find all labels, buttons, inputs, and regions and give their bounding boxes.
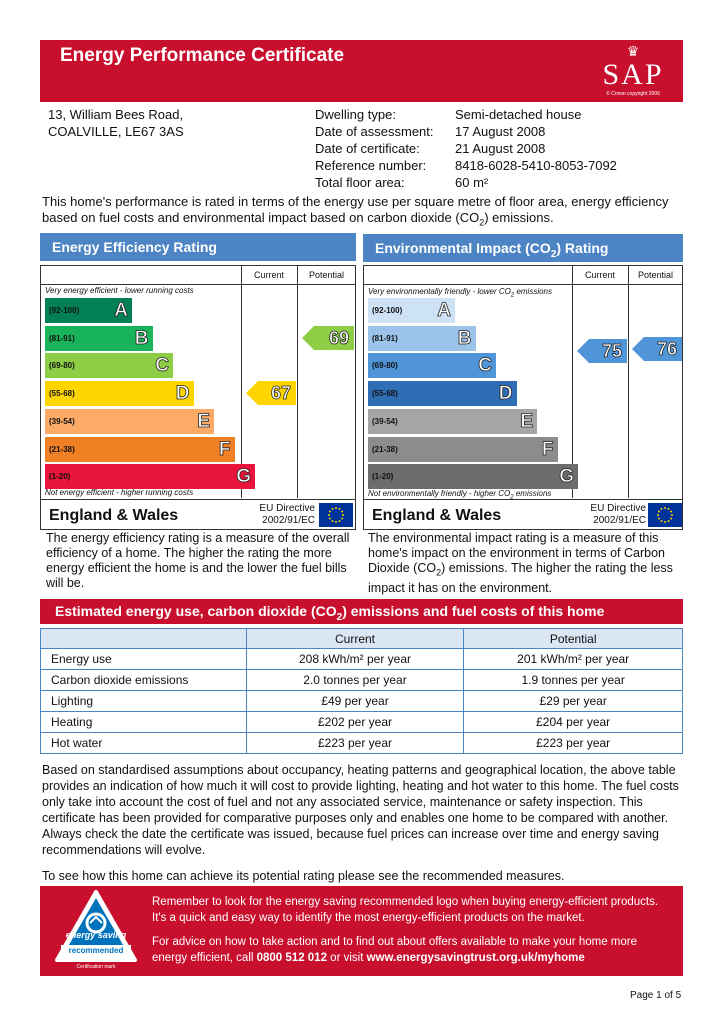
rating-band-e [45,409,214,434]
rating-band-c [368,353,496,378]
potential-value: £223 per year [464,733,683,754]
band-range: (21-38) [372,444,398,454]
band-letter: B [134,327,149,349]
advice-line-2: It's a quick and easy way to identify the most energy-efficient products on the market. [152,912,585,924]
certificate-header [40,40,683,102]
rating-band-d [368,381,517,406]
row-label: Heating [41,712,247,733]
region-label: England & Wales [49,507,179,524]
bottom-note-text: Not environmentally friendly - higher CO [368,489,511,498]
potential-value: 1.9 tonnes per year [464,670,683,691]
sap-logo-text: SAP [602,58,664,91]
row-label: Lighting [41,691,247,712]
rating-band-a [45,298,132,323]
bottom-note [368,489,551,501]
top-note-end: emissions [514,287,553,296]
detail-label: Reference number: [315,158,427,173]
logo-word-recommended: recommended [68,946,124,955]
est-title-end: ) emissions and fuel costs of this home [342,603,605,619]
band-range: (81-91) [49,333,75,343]
current-value: £223 per year [246,733,464,754]
detail-value: 8418-6028-5410-8053-7092 [455,158,617,173]
advice-line-1: Remember to look for the energy saving recommended logo when buying energy-efficient products. [152,896,659,908]
environmental-description [368,531,682,596]
potential-rating-arrow [632,337,682,361]
band-letter: A [114,300,128,321]
top-note-text: Very environmentally friendly - lower CO [368,287,511,296]
detail-value: 17 August 2008 [455,124,546,139]
eu-directive-line-1: EU Directive [259,503,315,514]
rating-band-d [45,381,194,406]
rating-band-c [45,353,173,378]
est-title: Estimated energy use, carbon dioxide (CO [55,603,337,619]
eu-directive [241,503,315,527]
table-row [41,670,683,691]
energy-saving-text [152,894,682,966]
current-value: 2.0 tonnes per year [246,670,464,691]
details-values [455,106,617,191]
intro-subscript: 2 [479,217,485,228]
bottom-note-end: emissions [513,489,552,498]
row-label: Hot water [41,733,247,754]
top-note: Very energy efficient - lower running costs [45,286,194,295]
energy-saving-box [40,886,683,976]
top-note-subscript: 2 [510,292,515,299]
table-row [41,733,683,754]
band-letter: E [197,410,210,432]
detail-label: Total floor area: [315,175,405,190]
table-row [41,712,683,733]
table-row [41,649,683,670]
band-range: (55-68) [49,389,75,399]
rating-band-a [368,298,455,323]
address-line-2: COALVILLE, LE67 3AS [48,124,184,139]
table-row [41,691,683,712]
band-letter: D [175,383,190,405]
current-rating-arrow-value: 67 [270,383,291,404]
band-range: (92-100) [372,306,403,315]
rating-band-g [368,464,578,489]
potential-rating-arrow [302,326,354,350]
current-value: 208 kWh/m² per year [246,649,464,670]
potential-value: £29 per year [464,691,683,712]
assumptions-paragraph: Based on standardised assumptions about occupancy, heating patterns and geographical location, the above table provides an indication of how much it will cost to provide lighting, heating and hot water to this home. The fuel costs only take into account the cost of fuel and not any associated service, maintenance or safety inspection. This certificate has been provided for comparative purposes only and enables one home to be compared with another. Always check the date the certificate was issued, because fuel prices can increase over time and energy saving recommendations will evolve. [42,763,679,857]
bottom-note: Not energy efficient - higher running costs [45,488,194,497]
detail-label: Dwelling type: [315,107,396,122]
row-label: Energy use [41,649,247,670]
bottom-note-subscript: 2 [510,494,514,501]
detail-value: Semi-detached house [455,107,582,122]
env-desc-subscript: 2 [436,567,442,578]
env-desc-text: The environmental impact rating is a measure of this home's impact on the environment in terms of Carbon Dioxide (CO [368,531,665,575]
rating-band-f [45,437,235,462]
detail-label: Date of assessment: [315,124,434,139]
current-value: £49 per year [246,691,464,712]
website-link[interactable]: www.energysavingtrust.org.uk/myhome [366,952,585,964]
current-rating-arrow [577,339,627,363]
estimated-costs-header [40,599,683,624]
band-letter: B [457,327,472,349]
potential-value: 201 kWh/m² per year [464,649,683,670]
address-line-1: 13, William Bees Road, [48,107,184,122]
sap-logo-subtext: © Crown copyright 2006 [606,91,660,97]
current-column-header: Current [584,270,615,280]
band-letter: G [559,466,574,488]
column-header [41,629,247,649]
estimated-costs-table [40,628,683,754]
eu-directive [572,503,646,527]
detail-value: 60 m² [455,175,489,190]
efficiency-rating-panel [40,265,356,530]
env-title-end: ) Rating [556,240,609,256]
logo-word-energy: energy saving [65,930,127,940]
band-letter: C [478,355,492,377]
see-how-paragraph: To see how this home can achieve its potential rating please see the recommended measures. [42,869,565,883]
band-range: (1-20) [372,472,394,482]
potential-column-header: Potential [637,270,674,280]
eu-flag-icon [319,503,353,527]
potential-value: £204 per year [464,712,683,733]
eu-flag-icon [648,503,682,527]
band-letter: E [520,410,533,432]
band-range: (39-54) [49,416,75,426]
current-column-header: Current [253,270,284,280]
eu-directive-line-2: 2002/91/EC [262,515,315,526]
intro-paragraph [42,194,682,231]
rating-band-f [368,437,558,462]
env-title: Environmental Impact (CO [375,240,551,256]
eu-directive-line-2: 2002/91/EC [593,515,646,526]
energy-saving-recommended-logo [53,890,139,974]
environmental-panel-header [363,234,683,262]
logo-caption: Certification mark [76,964,116,970]
environmental-rating-panel [363,265,683,530]
intro-text-end: ) emissions. [484,210,554,225]
current-value: £202 per year [246,712,464,733]
column-header: Potential [464,629,683,649]
certificate-title: Energy Performance Certificate [60,45,345,66]
crown-icon: ♛ [626,43,640,59]
band-range: (92-100) [49,306,80,315]
phone-number: 0800 512 012 [256,952,327,964]
band-range: (1-20) [49,472,71,482]
band-range: (39-54) [372,416,398,426]
rating-band-b [368,326,476,351]
current-rating-arrow [246,381,296,405]
sap-logo [588,44,678,100]
advice-line-4: energy efficient, call 0800 512 012 or visit www.energysavingtrust.org.uk/myhome [152,952,585,964]
efficiency-description: The energy efficiency rating is a measure of the overall efficiency of a home. The higher the rating the more energy efficient the home is and the lower the fuel bills will be. [46,531,350,590]
band-letter: G [236,466,251,488]
efficiency-panel-header: Energy Efficiency Rating [40,233,356,261]
row-label: Carbon dioxide emissions [41,670,247,691]
potential-rating-arrow-value: 69 [328,328,349,349]
band-letter: C [155,355,169,377]
detail-value: 21 August 2008 [455,141,546,156]
band-range: (69-80) [49,361,75,371]
region-label: England & Wales [372,507,502,524]
env-title-subscript: 2 [550,248,557,260]
band-letter: F [218,438,231,460]
band-range: (55-68) [372,389,398,399]
table-header-row [41,629,683,649]
current-rating-arrow-value: 75 [601,341,622,362]
rating-band-b [45,326,153,351]
detail-label: Date of certificate: [315,141,420,156]
rating-band-g [45,464,255,489]
potential-rating-arrow-value: 76 [656,339,677,360]
column-header: Current [246,629,464,649]
eu-directive-line-1: EU Directive [590,503,646,514]
est-title-subscript: 2 [336,611,343,623]
band-letter: A [437,300,451,321]
potential-column-header: Potential [308,270,345,280]
intro-text: This home's performance is rated in terms of the energy use per square metre of floor area, energy efficiency based on fuel costs and environmental impact based on carbon dioxide (CO [42,194,669,225]
band-letter: F [541,438,554,460]
band-range: (21-38) [49,444,75,454]
property-address [48,106,184,140]
page-number: Page 1 of 5 [630,990,682,1001]
band-range: (69-80) [372,361,398,371]
env-desc-end: ) emissions. The higher the rating the less impact it has on the environment. [368,561,673,595]
top-note [368,287,552,299]
details-labels [315,106,434,191]
advice-line-3: For advice on how to take action and to find out about offers available to make your home more [152,936,637,948]
rating-band-e [368,409,537,434]
band-range: (81-91) [372,333,398,343]
band-letter: D [498,383,513,405]
